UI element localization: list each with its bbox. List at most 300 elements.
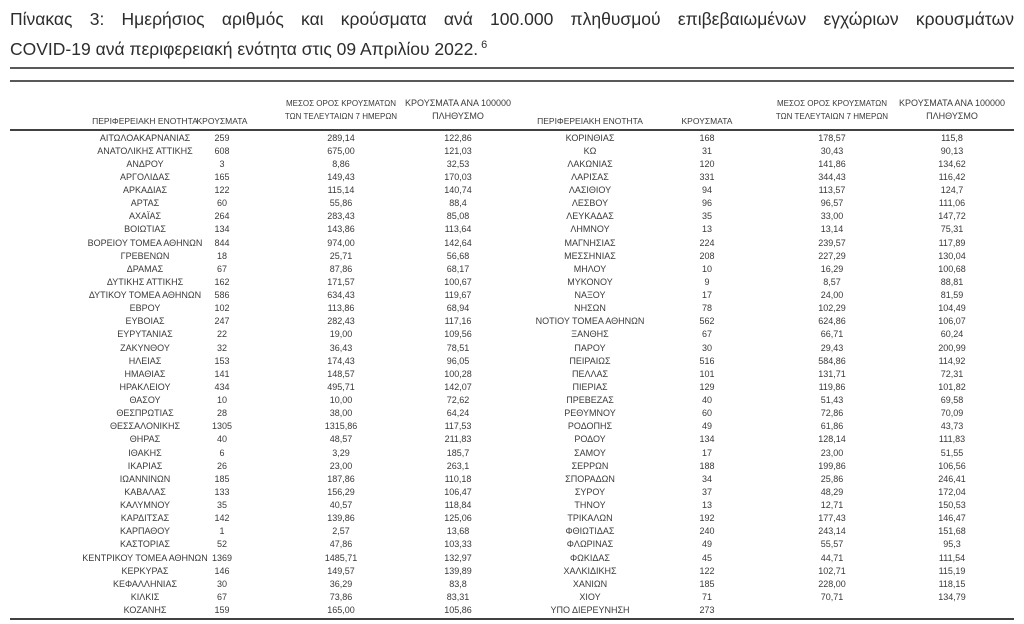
table-cell: 974,00 [327, 237, 355, 248]
table-cell: 185 [699, 578, 715, 589]
header-right-avg7 [767, 98, 897, 123]
table-cell: 103,33 [444, 539, 472, 550]
table-cell: 45 [701, 552, 712, 563]
table-cell: 113,64 [444, 224, 472, 235]
table-cell: 240 [699, 526, 715, 537]
table-cell: 40 [216, 434, 227, 445]
table-cell: 608 [214, 145, 230, 156]
table-cell: 199,86 [818, 460, 846, 471]
table-cell: 171,57 [327, 276, 355, 287]
table-cell: 70,71 [820, 591, 844, 602]
table-cell: ΚΕΦΑΛΛΗΝΙΑΣ [112, 578, 178, 589]
column-right-avg7 [782, 132, 882, 618]
table-cell: 25,71 [329, 250, 353, 261]
table-cell: 516 [699, 355, 715, 366]
table-cell: 142,07 [444, 381, 472, 392]
table-cell: 100,68 [938, 263, 966, 274]
table-cell: 105,86 [444, 605, 472, 615]
table-cell: 116,42 [938, 171, 966, 182]
table-cell: 19,00 [329, 329, 353, 340]
table-cell: 30,43 [820, 145, 844, 156]
table-cell: 118,15 [938, 578, 966, 589]
header-left-avg7-line1: ΜΕΣΟΣ ΟΡΟΣ ΚΡΟΥΣΜΑΤΩΝ [285, 99, 397, 108]
table-cell: 122,86 [444, 132, 472, 143]
table-cell: 125,06 [444, 513, 472, 524]
table-cell: 12,71 [820, 500, 844, 510]
table-cell: 331 [699, 171, 715, 182]
table-cell: 17 [701, 447, 712, 458]
table-cell: 52 [216, 539, 227, 550]
table-cell: 2,57 [332, 526, 350, 537]
table-cell: 95,3 [943, 539, 961, 550]
table-cell: ΤΡΙΚΑΛΩΝ [567, 513, 613, 524]
table-cell: 134 [214, 224, 230, 235]
table-cell: ΕΥΒΟΙΑΣ [125, 316, 165, 327]
table-cell: 55,57 [820, 539, 844, 550]
table-cell: 131,71 [818, 368, 846, 379]
table-cell: ΥΠΟ ΔΙΕΡΕΥΝΗΣΗ [550, 605, 630, 615]
table-cell: 247 [214, 316, 230, 327]
table-cell: 44,71 [820, 552, 844, 563]
table-cell: ΠΡΕΒΕΖΑΣ [566, 395, 614, 405]
table-cell: 34 [701, 473, 712, 484]
table-cell: 146,47 [938, 513, 966, 524]
table-cell: 72,86 [820, 408, 844, 419]
table-cell: ΗΛΕΙΑΣ [128, 355, 162, 366]
table-cell: 624,86 [818, 316, 846, 327]
table-cell: 239,57 [818, 237, 846, 248]
table-cell: 113,86 [327, 303, 355, 314]
table-cell: 153 [214, 355, 230, 366]
table-cell: 83,31 [446, 591, 470, 602]
table-cell: 55,86 [329, 198, 353, 209]
table-cell: 87,86 [329, 263, 353, 274]
table-cell: 23,00 [820, 447, 844, 458]
table-cell: 64,24 [446, 408, 470, 419]
table-cell: 90,13 [940, 145, 964, 156]
table-cell: ΠΑΡΟΥ [574, 342, 606, 353]
table-cell: 178,57 [818, 132, 846, 143]
table-cell: 172,04 [938, 486, 966, 497]
column-left-cases [182, 132, 262, 618]
table-cell: ΙΘΑΚΗΣ [128, 447, 162, 458]
table-cell: 38,00 [329, 408, 353, 419]
table-cell: 177,43 [818, 513, 846, 524]
table-cell: 102,29 [818, 303, 846, 314]
table-cell: 49 [701, 539, 712, 550]
table-cell: 78,51 [446, 342, 470, 353]
table-cell: 106,07 [938, 316, 966, 327]
table-cell: 35 [216, 500, 227, 510]
table-cell: 109,56 [444, 329, 472, 340]
table-cell: 133 [214, 486, 230, 497]
table-cell: ΧΑΛΚΙΔΙΚΗΣ [563, 565, 617, 576]
table-cell: ΑΡΓΟΛΙΔΑΣ [120, 171, 170, 182]
table-cell: 36,43 [329, 342, 353, 353]
table-cell: ΚΟΖΑΝΗΣ [123, 605, 167, 615]
table-cell: 844 [214, 237, 230, 248]
table-cell: 85,08 [446, 211, 470, 222]
table-cell: 88,4 [449, 198, 467, 209]
table-cell: 16,29 [820, 263, 844, 274]
table-cell: ΚΑΒΑΛΑΣ [124, 486, 166, 497]
header-right-cases: ΚΡΟΥΣΜΑΤΑ [681, 116, 733, 126]
table-cell: 72,62 [446, 395, 470, 405]
table-cell: 224 [699, 237, 715, 248]
table-cell: 174,43 [327, 355, 355, 366]
table-cell: 35 [701, 211, 712, 222]
table-cell: ΒΟΡΕΙΟΥ ΤΟΜΕΑ ΑΘΗΝΩΝ [87, 237, 203, 248]
table-cell: ΚΟΡΙΝΘΙΑΣ [565, 132, 615, 143]
divider-line-top-1 [10, 67, 1014, 69]
table-cell: ΙΚΑΡΙΑΣ [127, 460, 163, 471]
table-cell: 114,92 [938, 355, 966, 366]
table-cell: 60 [216, 198, 227, 209]
table-cell: ΑΡΤΑΣ [130, 198, 160, 209]
table-cell: 70,09 [940, 408, 964, 419]
table-cell: 101,82 [938, 381, 966, 392]
table-cell: 22 [216, 329, 227, 340]
table-cell: ΣΕΡΡΩΝ [571, 460, 609, 471]
table-cell: 434 [214, 381, 230, 392]
table-cell: 111,83 [938, 434, 966, 445]
table-cell: ΑΧΑΪΑΣ [128, 211, 162, 222]
table-cell: ΜΕΣΣΗΝΙΑΣ [564, 250, 616, 261]
table-cell: 8,86 [332, 158, 350, 169]
table-cell: ΣΠΟΡΑΔΩΝ [565, 473, 615, 484]
table-cell: 142,64 [444, 237, 472, 248]
table-cell: ΚΩ [583, 145, 597, 156]
table-cell: 68,17 [446, 263, 470, 274]
table-cell: ΣΑΜΟΥ [574, 447, 606, 458]
table-cell: 32,53 [446, 158, 470, 169]
table-cell: 141,86 [818, 158, 846, 169]
table-cell: 111,06 [938, 198, 966, 209]
table-cell: ΑΝΔΡΟΥ [126, 158, 164, 169]
table-cell: 142 [214, 513, 230, 524]
table-cell: 162 [214, 276, 230, 287]
table-cell: 36,29 [329, 578, 353, 589]
table-cell: ΝΟΤΙΟΥ ΤΟΜΕΑ ΑΘΗΝΩΝ [535, 316, 645, 327]
table-cell: 192 [699, 513, 715, 524]
table-cell: 17 [701, 290, 712, 300]
table-cell: ΑΙΤΩΛΟΑΚΑΡΝΑΝΙΑΣ [99, 132, 191, 143]
table-cell: 227,29 [818, 250, 846, 261]
title-line-2 [10, 32, 1014, 62]
table-cell: 200,99 [938, 342, 966, 353]
table-cell: 13 [701, 224, 712, 235]
table-cell: ΚΑΡΔΙΤΣΑΣ [120, 513, 170, 524]
table-cell: 675,00 [327, 145, 355, 156]
table-cell: 47,86 [329, 539, 353, 550]
table-cell: 69,58 [940, 395, 964, 405]
table-cell: 43,73 [940, 421, 964, 432]
table-cell [782, 604, 882, 617]
header-left-cases: ΚΡΟΥΣΜΑΤΑ [196, 116, 248, 126]
table-cell: ΝΗΣΩΝ [574, 303, 606, 314]
table-cell: 106,47 [444, 486, 472, 497]
table-cell: ΑΡΚΑΔΙΑΣ [122, 185, 168, 195]
table-cell: 6 [219, 447, 225, 458]
table-cell: 1 [219, 526, 225, 537]
table-cell: 67 [701, 329, 712, 340]
table-cell: ΙΩΑΝΝΙΝΩΝ [119, 473, 171, 484]
table-cell: ΚΙΛΚΙΣ [130, 591, 160, 602]
table-cell: ΠΕΙΡΑΙΩΣ [569, 355, 611, 366]
table-cell: 139,86 [327, 513, 355, 524]
table-cell: 60,24 [940, 329, 964, 340]
header-left-avg7-line2: ΤΩΝ ΤΕΛΕΥΤΑΙΩΝ 7 ΗΜΕΡΩΝ [284, 111, 398, 121]
table-cell: 149,57 [327, 565, 355, 576]
table-cell: 1305 [211, 421, 233, 432]
table-cell: 78 [701, 303, 712, 314]
table-cell: 1485,71 [324, 552, 358, 563]
table-cell: 25,86 [820, 473, 844, 484]
table-cell: 26 [216, 460, 227, 471]
table-cell: 96,05 [446, 355, 470, 366]
table-cell: 72,31 [940, 368, 964, 379]
table-cell: ΛΗΜΝΟΥ [570, 224, 610, 235]
table-cell: ΧΑΝΙΩΝ [572, 578, 608, 589]
table-cell: 185 [214, 473, 230, 484]
table-cell: 23,00 [329, 460, 353, 471]
table-cell: 208 [699, 250, 715, 261]
header-right-per100k [887, 97, 1017, 123]
table-cell: ΑΝΑΤΟΛΙΚΗΣ ΑΤΤΙΚΗΣ [97, 145, 193, 156]
table-cell: ΚΑΛΥΜΝΟΥ [119, 500, 171, 510]
table-cell: 30 [216, 578, 227, 589]
table-cell: ΖΑΚΥΝΘΟΥ [120, 342, 170, 353]
table-cell: 106,56 [938, 460, 966, 471]
table-cell: ΦΩΚΙΔΑΣ [570, 552, 610, 563]
table-cell: ΚΑΡΠΑΘΟΥ [119, 526, 171, 537]
table-cell: ΛΑΡΙΣΑΣ [571, 171, 609, 182]
table-cell: ΔΡΑΜΑΣ [126, 263, 164, 274]
table-cell: ΜΗΛΟΥ [573, 263, 607, 274]
table-cell: 113,57 [818, 185, 846, 195]
table-cell: 187,86 [327, 473, 355, 484]
table-cell: 562 [699, 316, 715, 327]
table-cell: ΗΡΑΚΛΕΙΟΥ [119, 381, 171, 392]
table-cell: ΘΕΣΣΑΛΟΝΙΚΗΣ [109, 421, 181, 432]
table-cell: ΘΑΣΟΥ [129, 395, 161, 405]
table-cell: 37 [701, 486, 712, 497]
table-cell: 49 [701, 421, 712, 432]
table-cell: ΚΕΝΤΡΙΚΟΥ ΤΟΜΕΑ ΑΘΗΝΩΝ [82, 552, 208, 563]
header-left-region: ΠΕΡΙΦΕΡΕΙΑΚΗ ΕΝΟΤΗΤΑ [92, 116, 198, 126]
table-cell: 120 [699, 158, 715, 169]
table-cell: 143,86 [327, 224, 355, 235]
table-cell: ΡΟΔΟΠΗΣ [567, 421, 613, 432]
table-cell: 344,43 [818, 171, 846, 182]
table-cell: 147,72 [938, 211, 966, 222]
table-cell: 119,86 [818, 381, 846, 392]
header-left-per100k-line2: ΠΛΗΘΥΣΜΟ [432, 111, 484, 121]
table-cell: 168 [699, 132, 715, 143]
table-cell: 1315,86 [324, 421, 358, 432]
table-cell: ΧΙΟΥ [579, 591, 601, 602]
table-cell: 56,68 [446, 250, 470, 261]
table-cell: ΔΥΤΙΚΟΥ ΤΟΜΕΑ ΑΘΗΝΩΝ [88, 290, 202, 300]
table-cell: 273 [699, 605, 715, 615]
table-cell: ΡΟΔΟΥ [574, 434, 606, 445]
table-cell: 3 [219, 158, 225, 169]
table-cell: ΞΑΝΘΗΣ [571, 329, 609, 340]
header-left-per100k-line1: ΚΡΟΥΣΜΑΤΑ ΑΝΑ 100000 [405, 98, 511, 108]
table-cell: 67 [216, 591, 227, 602]
table-cell: 96,57 [820, 198, 844, 209]
table-cell: 8,57 [823, 276, 841, 287]
table-cell: 282,43 [327, 316, 355, 327]
table-cell: 264 [214, 211, 230, 222]
table-cell: 132,97 [444, 552, 472, 563]
table-cell: 100,67 [444, 276, 472, 287]
table-cell: 211,83 [444, 434, 472, 445]
column-right-cases [667, 132, 747, 618]
table-cell: 159 [214, 605, 230, 615]
table-cell: 115,14 [327, 185, 355, 195]
table-cell: 100,28 [444, 368, 472, 379]
table-cell: 40 [701, 395, 712, 405]
table-cell: 31 [701, 145, 712, 156]
table-cell: 118,84 [444, 500, 472, 510]
table-cell: 40,57 [329, 500, 353, 510]
table-cell: 13,14 [820, 224, 844, 235]
table-cell: 243,14 [818, 526, 846, 537]
table-cell: 129 [699, 381, 715, 392]
table-cell: 28 [216, 408, 227, 419]
table-cell: ΛΕΣΒΟΥ [571, 198, 609, 209]
footnote-marker: 6 [481, 39, 488, 51]
title-line-1: Πίνακας 3: Ημερήσιος αριθμός και κρούσματα ανά 100.000 πληθυσμού επιβεβαιωμένων εγχώριων κρουσμάτων [10, 9, 1014, 29]
table-cell: 73,86 [329, 591, 353, 602]
table-cell: ΕΒΡΟΥ [129, 303, 161, 314]
table-cell: 495,71 [327, 381, 355, 392]
table-cell [902, 604, 1002, 617]
table-cell: ΕΥΡΥΤΑΝΙΑΣ [117, 329, 173, 340]
table-cell: 13 [701, 500, 712, 510]
header-right-avg7-line1: ΜΕΣΟΣ ΟΡΟΣ ΚΡΟΥΣΜΑΤΩΝ [776, 99, 888, 108]
table-cell: 104,49 [938, 303, 966, 314]
table-cell: 117,89 [938, 237, 966, 248]
table-cell: 148,57 [327, 368, 355, 379]
table-cell: 33,00 [820, 211, 844, 222]
table-cell: 18 [216, 250, 227, 261]
table-cell: 150,53 [938, 500, 966, 510]
table-cell: 68,94 [446, 303, 470, 314]
table-cell: 81,59 [940, 290, 964, 300]
table-cell: ΛΑΣΙΘΙΟΥ [568, 185, 612, 195]
table-cell: 228,00 [818, 578, 846, 589]
table-cell: 83,8 [449, 578, 467, 589]
table-cell: 32 [216, 342, 227, 353]
table-cell: 96 [701, 198, 712, 209]
table-cell: 128,14 [818, 434, 846, 445]
divider-line-top-2 [10, 80, 1014, 82]
table-cell: 24,00 [820, 290, 844, 300]
table-cell: 156,29 [327, 486, 355, 497]
table-cell: 130,04 [938, 250, 966, 261]
table-cell: ΠΕΛΛΑΣ [571, 368, 609, 379]
table-cell: 283,43 [327, 211, 355, 222]
table-cell: ΝΑΞΟΥ [574, 290, 606, 300]
table-cell: 141 [214, 368, 230, 379]
table-cell: 51,43 [820, 395, 844, 405]
table-cell: ΤΗΝΟΥ [574, 500, 606, 510]
table-cell: 584,86 [818, 355, 846, 366]
table-cell: 13,68 [446, 526, 470, 537]
table-cell: 146 [214, 565, 230, 576]
table-cell: ΛΕΥΚΑΔΑΣ [566, 211, 614, 222]
table-cell: 88,81 [940, 276, 964, 287]
table-bottom-line [10, 618, 1014, 620]
table-cell: 188 [699, 460, 715, 471]
title-line-2-text: COVID-19 ανά περιφερειακή ενότητα στις 09 Απριλίου 2022. [10, 38, 479, 59]
table-cell: 117,53 [444, 421, 472, 432]
table-title [10, 6, 1014, 62]
header-right-per100k-line2: ΠΛΗΘΥΣΜΟ [926, 111, 978, 121]
table-cell: 101 [699, 368, 715, 379]
table-cell: 9 [704, 276, 710, 287]
table-cell: 71 [701, 591, 712, 602]
table-cell: 140,74 [444, 185, 472, 195]
table-cell: 102 [214, 303, 230, 314]
table-cell: 263,1 [446, 460, 470, 471]
table-cell: 3,29 [332, 447, 350, 458]
table-cell: 246,41 [938, 473, 966, 484]
table-cell: 75,31 [940, 224, 964, 235]
table-cell: 48,29 [820, 486, 844, 497]
table-cell: 124,7 [940, 185, 964, 195]
table-cell: ΗΜΑΘΙΑΣ [124, 368, 166, 379]
table-cell: 121,03 [444, 145, 472, 156]
table-cell: 586 [214, 290, 230, 300]
table-cell: 185,7 [446, 447, 470, 458]
table-cell: 10,00 [329, 395, 353, 405]
header-left-avg7 [276, 98, 406, 123]
table-cell: ΜΥΚΟΝΟΥ [567, 276, 613, 287]
table-cell: 122 [214, 185, 230, 195]
header-right-avg7-line2: ΤΩΝ ΤΕΛΕΥΤΑΙΩΝ 7 ΗΜΕΡΩΝ [775, 111, 889, 121]
table-cell: ΦΛΩΡΙΝΑΣ [566, 539, 614, 550]
table-cell: ΚΕΡΚΥΡΑΣ [121, 565, 169, 576]
table-cell: 94 [701, 185, 712, 195]
table-cell: 48,57 [329, 434, 353, 445]
column-right-per100k [902, 132, 1002, 618]
table-cell: 122 [699, 565, 715, 576]
table-cell: 151,68 [938, 526, 966, 537]
table-cell: 119,67 [444, 290, 472, 300]
table-cell: ΘΕΣΠΡΩΤΙΑΣ [116, 408, 174, 419]
table-cell: 67 [216, 263, 227, 274]
table-cell: ΓΡΕΒΕΝΩΝ [120, 250, 170, 261]
table-cell: 29,43 [820, 342, 844, 353]
table-cell: 61,86 [820, 421, 844, 432]
table-cell: 110,18 [444, 473, 472, 484]
table-cell: ΡΕΘΥΜΝΟΥ [564, 408, 616, 419]
table-cell: 10 [701, 263, 712, 274]
table-cell: 117,16 [444, 316, 472, 327]
table-cell: ΠΙΕΡΙΑΣ [572, 381, 608, 392]
header-right-per100k-line1: ΚΡΟΥΣΜΑΤΑ ΑΝΑ 100000 [899, 98, 1005, 108]
table-cell: 102,71 [818, 565, 846, 576]
table-cell: 60 [701, 408, 712, 419]
table-cell: 170,03 [444, 171, 472, 182]
table-cell: 134,62 [938, 158, 966, 169]
table-cell: 10 [216, 395, 227, 405]
table-cell: ΚΑΣΤΟΡΙΑΣ [120, 539, 170, 550]
table-cell: 134,79 [938, 591, 966, 602]
